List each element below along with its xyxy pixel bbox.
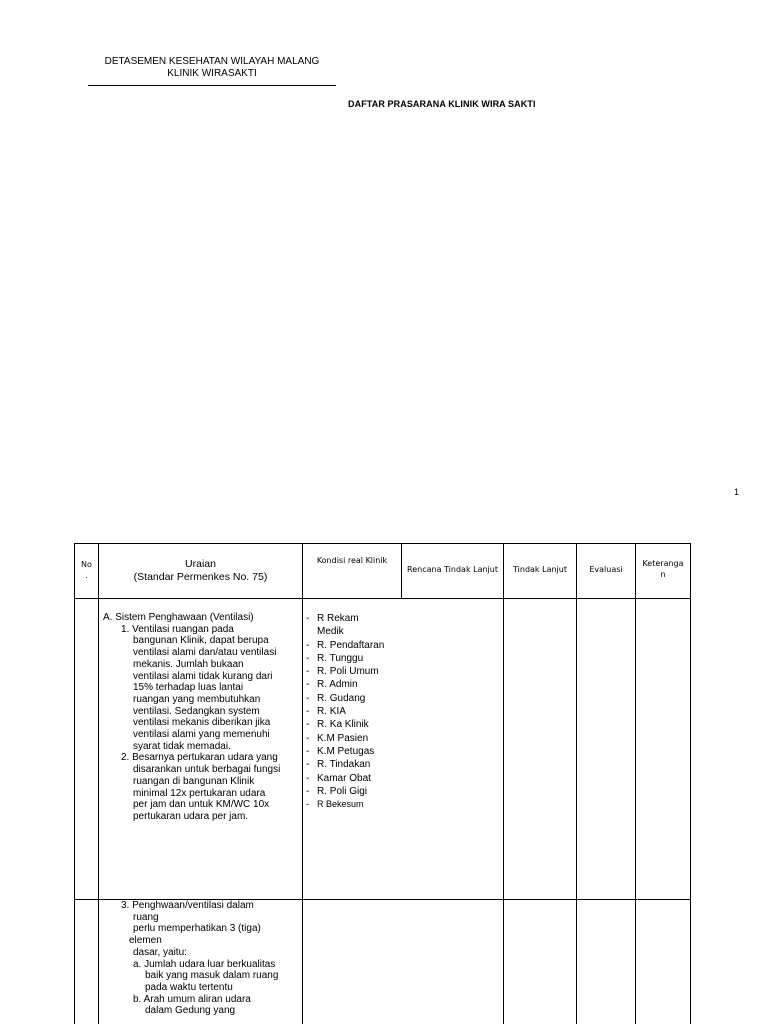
row1-uraian (103, 612, 303, 823)
kondisi-list-item (306, 665, 384, 678)
uraian-line: 2. Besarnya pertukaran udara yang (121, 752, 278, 764)
col-header-kondisi: Kondisi real Klinik (316, 556, 388, 565)
list-dash: - (306, 639, 310, 651)
kondisi-item-text: R. Ka Klinik (317, 719, 369, 731)
uraian-line: ventilasi. Sedangkan system (133, 705, 260, 717)
kondisi-list-item (306, 718, 384, 731)
kondisi-item-text: R. Tunggu (317, 652, 364, 664)
list-dash: - (306, 652, 310, 664)
uraian-line: 15% terhadap luas lantai (133, 682, 244, 694)
kondisi-list-item (306, 612, 384, 625)
kondisi-list-item (306, 758, 384, 771)
section-heading: A. Sistem Penghawaan (Ventilasi) (103, 612, 254, 623)
list-dash: - (306, 732, 310, 744)
uraian-line: pertukaran udara per jam. (133, 810, 249, 822)
list-dash: - (306, 719, 310, 731)
uraian-line: bangunan Klinik, dapat berupa (133, 635, 269, 647)
list-dash: - (306, 706, 310, 718)
uraian-line: a. Jumlah udara luar berkualitas (133, 958, 276, 970)
uraian-line: ruang (133, 911, 159, 923)
list-dash: - (306, 666, 310, 678)
table-top-border (74, 543, 691, 544)
kondisi-item-text: R. KIA (317, 706, 346, 718)
header-bottom-rule (74, 598, 302, 599)
kondisi-item-text: R. Tindakan (317, 759, 371, 771)
uraian-line: b. Arah umum aliran udara (133, 993, 251, 1005)
uraian-line: dasar, yaitu: (133, 946, 187, 958)
uraian-line: 1. Ventilasi ruangan pada (121, 623, 234, 635)
letterhead-rule (88, 85, 336, 86)
list-dash: - (306, 799, 309, 810)
col-header-rencana: Rencana Tindak Lanjut (407, 565, 498, 574)
uraian-line: minimal 12x pertukaran udara (133, 787, 266, 799)
kondisi-item-text: R Bekesum (317, 799, 364, 810)
kondisi-item-text: Kamar Obat (317, 772, 371, 784)
uraian-line: perlu memperhatikan 3 (tiga) (133, 923, 261, 935)
list-dash: - (306, 692, 310, 704)
col-divider-tindak (576, 543, 577, 1024)
header-bottom-rule-right (635, 598, 691, 599)
col-divider-evaluasi (635, 543, 636, 1024)
kondisi-list-item (306, 745, 384, 758)
uraian-line: ruangan yang membutuhkan (133, 693, 261, 705)
col-divider-rencana (503, 543, 504, 1024)
kondisi-item-text: K.M Petugas (317, 745, 375, 757)
page-number: 1 (734, 487, 740, 497)
kondisi-item-text: R Rekam (317, 613, 359, 624)
uraian-line: elemen (129, 935, 162, 947)
uraian-line: baik yang masuk dalam ruang (145, 970, 279, 982)
col-header-no: No . (81, 560, 92, 580)
kondisi-item-text: R. Gudang (317, 692, 366, 704)
kondisi-item-text: R. Poli Gigi (317, 785, 368, 797)
uraian-line: ventilasi alami dan/atau ventilasi (133, 647, 277, 659)
prasarana-table (74, 543, 691, 1024)
uraian-line: ventilasi alami yang memenuhi (133, 729, 270, 741)
uraian-line: syarat tidak memadai. (133, 740, 231, 752)
kondisi-item-text: R. Admin (317, 679, 358, 691)
kondisi-list-item (306, 732, 384, 745)
kondisi-list-item (306, 652, 384, 665)
kondisi-list-item (306, 692, 384, 705)
kondisi-list-item (306, 772, 384, 785)
kondisi-list-item (306, 678, 384, 691)
kondisi-item-text: R. Pendaftaran (317, 639, 385, 651)
list-dash: - (306, 772, 310, 784)
kondisi-list-item (306, 625, 384, 638)
table-right-border (690, 543, 691, 1024)
kondisi-list-item (306, 705, 384, 718)
col-header-uraian: Uraian (Standar Permenkes No. 75) (133, 558, 268, 583)
document-title: DAFTAR PRASARANA KLINIK WIRA SAKTI (348, 99, 536, 109)
row1-kondisi-list (306, 612, 384, 811)
kondisi-list-item (306, 639, 384, 652)
col-header-evaluasi: Evaluasi (589, 565, 623, 574)
col-divider-no (98, 543, 99, 1024)
uraian-line: dalam Gedung yang (145, 1005, 236, 1017)
kondisi-list-item (306, 798, 384, 811)
kondisi-item-text: Medik (317, 626, 344, 638)
table-left-border (74, 543, 75, 1024)
kondisi-item-text: R. Poli Umum (317, 666, 379, 678)
list-dash: - (306, 613, 310, 624)
list-dash: - (306, 785, 310, 797)
uraian-line: mekanis. Jumlah bukaan (133, 658, 244, 670)
list-dash: - (306, 759, 310, 771)
col-header-keterangan: Keteranga n (642, 559, 684, 579)
clinic-name: KLINIK WIRASAKTI (167, 68, 257, 79)
list-dash: - (306, 745, 310, 757)
uraian-line: ventilasi alami tidak kurang dari (133, 670, 273, 682)
uraian-line: per jam dan untuk KM/WC 10x (133, 799, 270, 811)
uraian-line: pada waktu tertentu (145, 981, 233, 993)
kondisi-list-item (306, 785, 384, 798)
org-name: DETASEMEN KESEHATAN WILAYAH MALANG (104, 56, 320, 67)
row2-uraian (103, 900, 303, 1017)
uraian-line: disarankan untuk berbagai fungsi (133, 764, 281, 776)
list-dash: - (306, 679, 310, 691)
col-header-tindak: Tindak Lanjut (513, 565, 567, 574)
kondisi-item-text: K.M Pasien (317, 732, 369, 744)
uraian-line: ventilasi mekanis diberikan jika (133, 717, 271, 729)
uraian-line: ruangan di bangunan Klinik (133, 775, 255, 787)
letterhead (88, 56, 336, 80)
kondisi-subheader-rule (302, 598, 635, 599)
uraian-line: 3. Penghwaan/ventilasi dalam (121, 900, 254, 911)
